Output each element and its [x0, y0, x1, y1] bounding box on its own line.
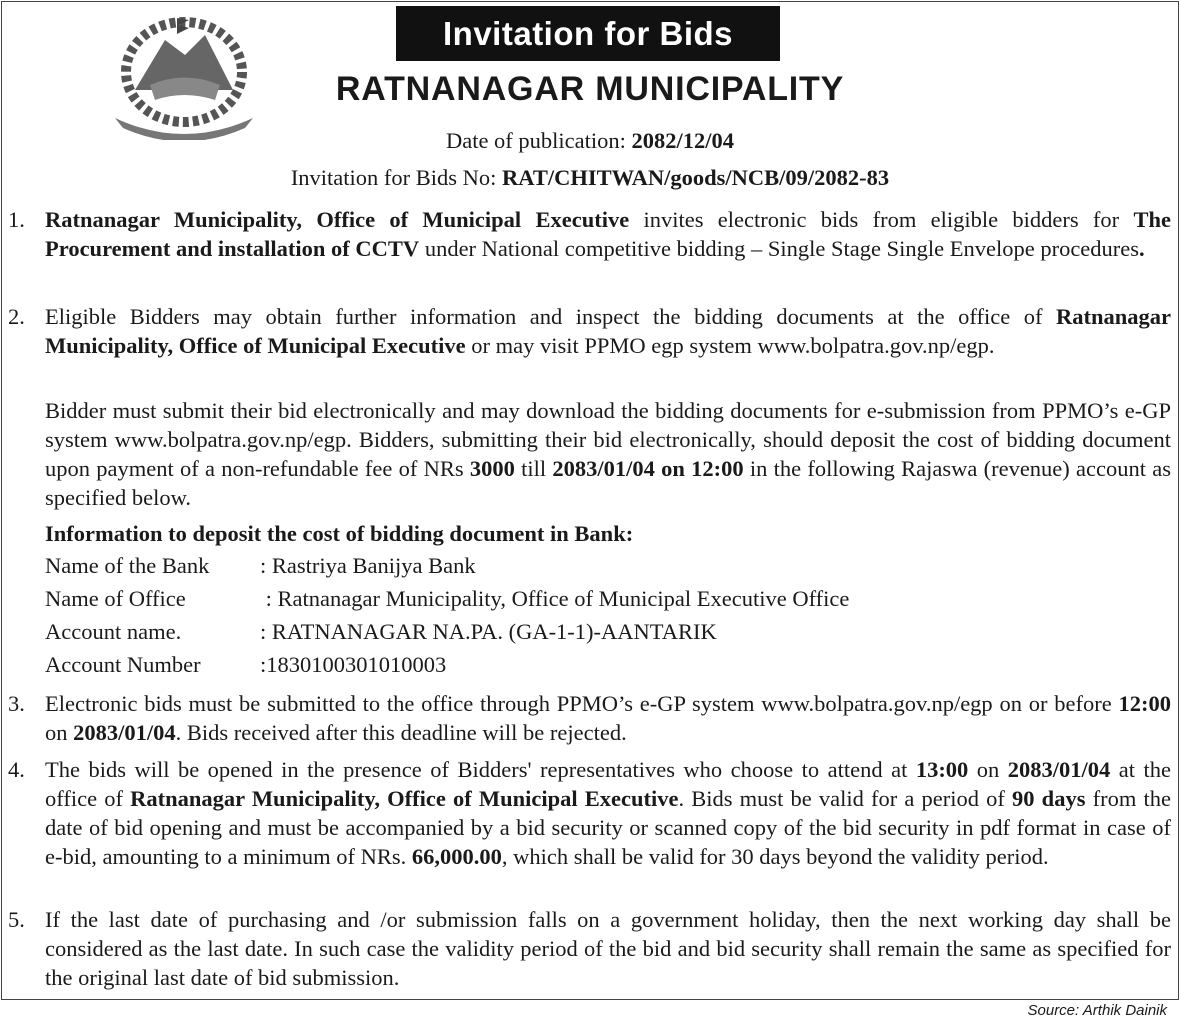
- paragraph-7: [8, 905, 1171, 992]
- bank-value: :1830100301010003: [260, 652, 447, 677]
- paragraph-text: .: [1139, 236, 1145, 261]
- paragraph-text: , which shall be valid for 30 days beyond the validity period.: [501, 844, 1049, 869]
- paragraph-text: The bids will be opened in the presence of Bidders' representatives who choose to attend at: [45, 757, 916, 782]
- paragraph-text: If the last date of purchasing and /or submission falls on a government holiday, then the next working day shall be considered as the last date. In such case the validity period of the bid and bid security shall remain the same as specified for the original last date of bid submission.: [45, 907, 1171, 990]
- bank-row-office: [45, 586, 849, 612]
- paragraph-text: 2083/01/04: [1007, 757, 1111, 782]
- paragraph-5: [8, 689, 1171, 747]
- paragraph-3: [45, 396, 1171, 512]
- paragraph-1: [8, 205, 1171, 263]
- paragraph-text: 66,000.00: [411, 844, 502, 869]
- paragraph-text: till: [514, 456, 553, 481]
- paragraph-text: Electronic bids must be submitted to the office through PPMO’s e-GP system www.bolpatra.gov.np/egp on or before: [45, 691, 1119, 716]
- paragraph-text: . Bids must be valid for a period of: [678, 786, 1013, 811]
- organization-name: RATNANAGAR MUNICIPALITY: [335, 70, 845, 108]
- paragraph-6: [8, 755, 1171, 871]
- bank-value: : RATNANAGAR NA.PA. (GA-1-1)-AANTARIK: [260, 619, 717, 644]
- publication-date-value: 2082/12/04: [631, 128, 735, 153]
- nepal-emblem-logo: [105, 10, 263, 140]
- ifb-number-value: RAT/CHITWAN/goods/NCB/09/2082-83: [502, 165, 890, 190]
- paragraph-number: 2.: [8, 304, 25, 329]
- publication-date: [200, 128, 980, 154]
- paragraph-text: under National competitive bidding – Single Stage Single Envelope procedures: [419, 236, 1140, 261]
- paragraph-text: 12:00: [1118, 691, 1171, 716]
- bank-value: : Ratnanagar Municipality, Office of Municipal Executive Office: [260, 586, 850, 611]
- paragraph-number: 3.: [8, 691, 25, 716]
- publication-date-label: Date of publication:: [445, 128, 632, 153]
- paragraph-text: The Procurement and installation of CCTV: [45, 207, 1171, 261]
- paragraph-text: 90 days: [1012, 786, 1086, 811]
- paragraph-text: Information to deposit the cost of bidding document in Bank:: [45, 521, 634, 546]
- bank-row-account-number: [45, 652, 446, 678]
- paragraph-text: from the date of bid opening and must be accompanied by a bid security or scanned copy of the bid security in pdf format in case of e-bid, amounting to a minimum of NRs.: [45, 786, 1171, 869]
- paragraph-2: [8, 302, 1171, 360]
- paragraph-text: invites electronic bids from eligible bidders for: [629, 207, 1134, 232]
- bank-label: Name of Office: [45, 586, 186, 611]
- paragraph-text: or may visit PPMO egp system www.bolpatra.gov.np/egp.: [465, 333, 995, 358]
- paragraph-text: Ratnanagar Municipality, Office of Municipal Executive: [45, 207, 630, 232]
- notice-title: Invitation for Bids: [396, 6, 780, 61]
- paragraph-text: on: [45, 720, 74, 745]
- paragraph-number: 1.: [8, 207, 25, 232]
- paragraph-text: Eligible Bidders may obtain further information and inspect the bidding documents at the office of: [45, 304, 1056, 329]
- paragraph-text: Ratnanagar Municipality, Office of Municipal Executive: [45, 304, 1171, 358]
- paragraph-text: 2083/01/04: [73, 720, 176, 745]
- paragraph-text: in the following Rajaswa (revenue) account as specified below.: [45, 456, 1171, 510]
- paragraph-number: 5.: [8, 907, 25, 932]
- bank-row-name: [45, 553, 476, 579]
- source-credit: Source: Arthik Dainik: [1027, 1002, 1167, 1019]
- bank-label: Account name.: [45, 619, 182, 644]
- bank-label: Name of the Bank: [45, 553, 210, 578]
- bank-label: Account Number: [45, 652, 201, 677]
- paragraph-number: 4.: [8, 757, 25, 782]
- ifb-number: [200, 165, 980, 191]
- paragraph-text: at the office of: [45, 757, 1171, 811]
- paragraph-4: [45, 519, 1171, 548]
- paragraph-text: 2083/01/04 on 12:00: [552, 456, 744, 481]
- bank-row-account-name: [45, 619, 717, 645]
- paragraph-text: 3000: [469, 456, 515, 481]
- paragraph-text: Bidder must submit their bid electronically and may download the bidding documents for e-submission from PPMO’s e-GP system www.bolpatra.gov.np/egp. Bidders, submitting their bid electronically, should deposit the cost of bidding document upon payment of a non-refundable fee of NRs: [45, 398, 1171, 481]
- paragraph-text: on: [968, 757, 1008, 782]
- ifb-number-label: Invitation for Bids No:: [290, 165, 503, 190]
- bank-value: : Rastriya Banijya Bank: [260, 553, 476, 578]
- paragraph-text: Ratnanagar Municipality, Office of Municipal Executive: [130, 786, 679, 811]
- paragraph-text: . Bids received after this deadline will be rejected.: [175, 720, 627, 745]
- paragraph-text: 13:00: [915, 757, 969, 782]
